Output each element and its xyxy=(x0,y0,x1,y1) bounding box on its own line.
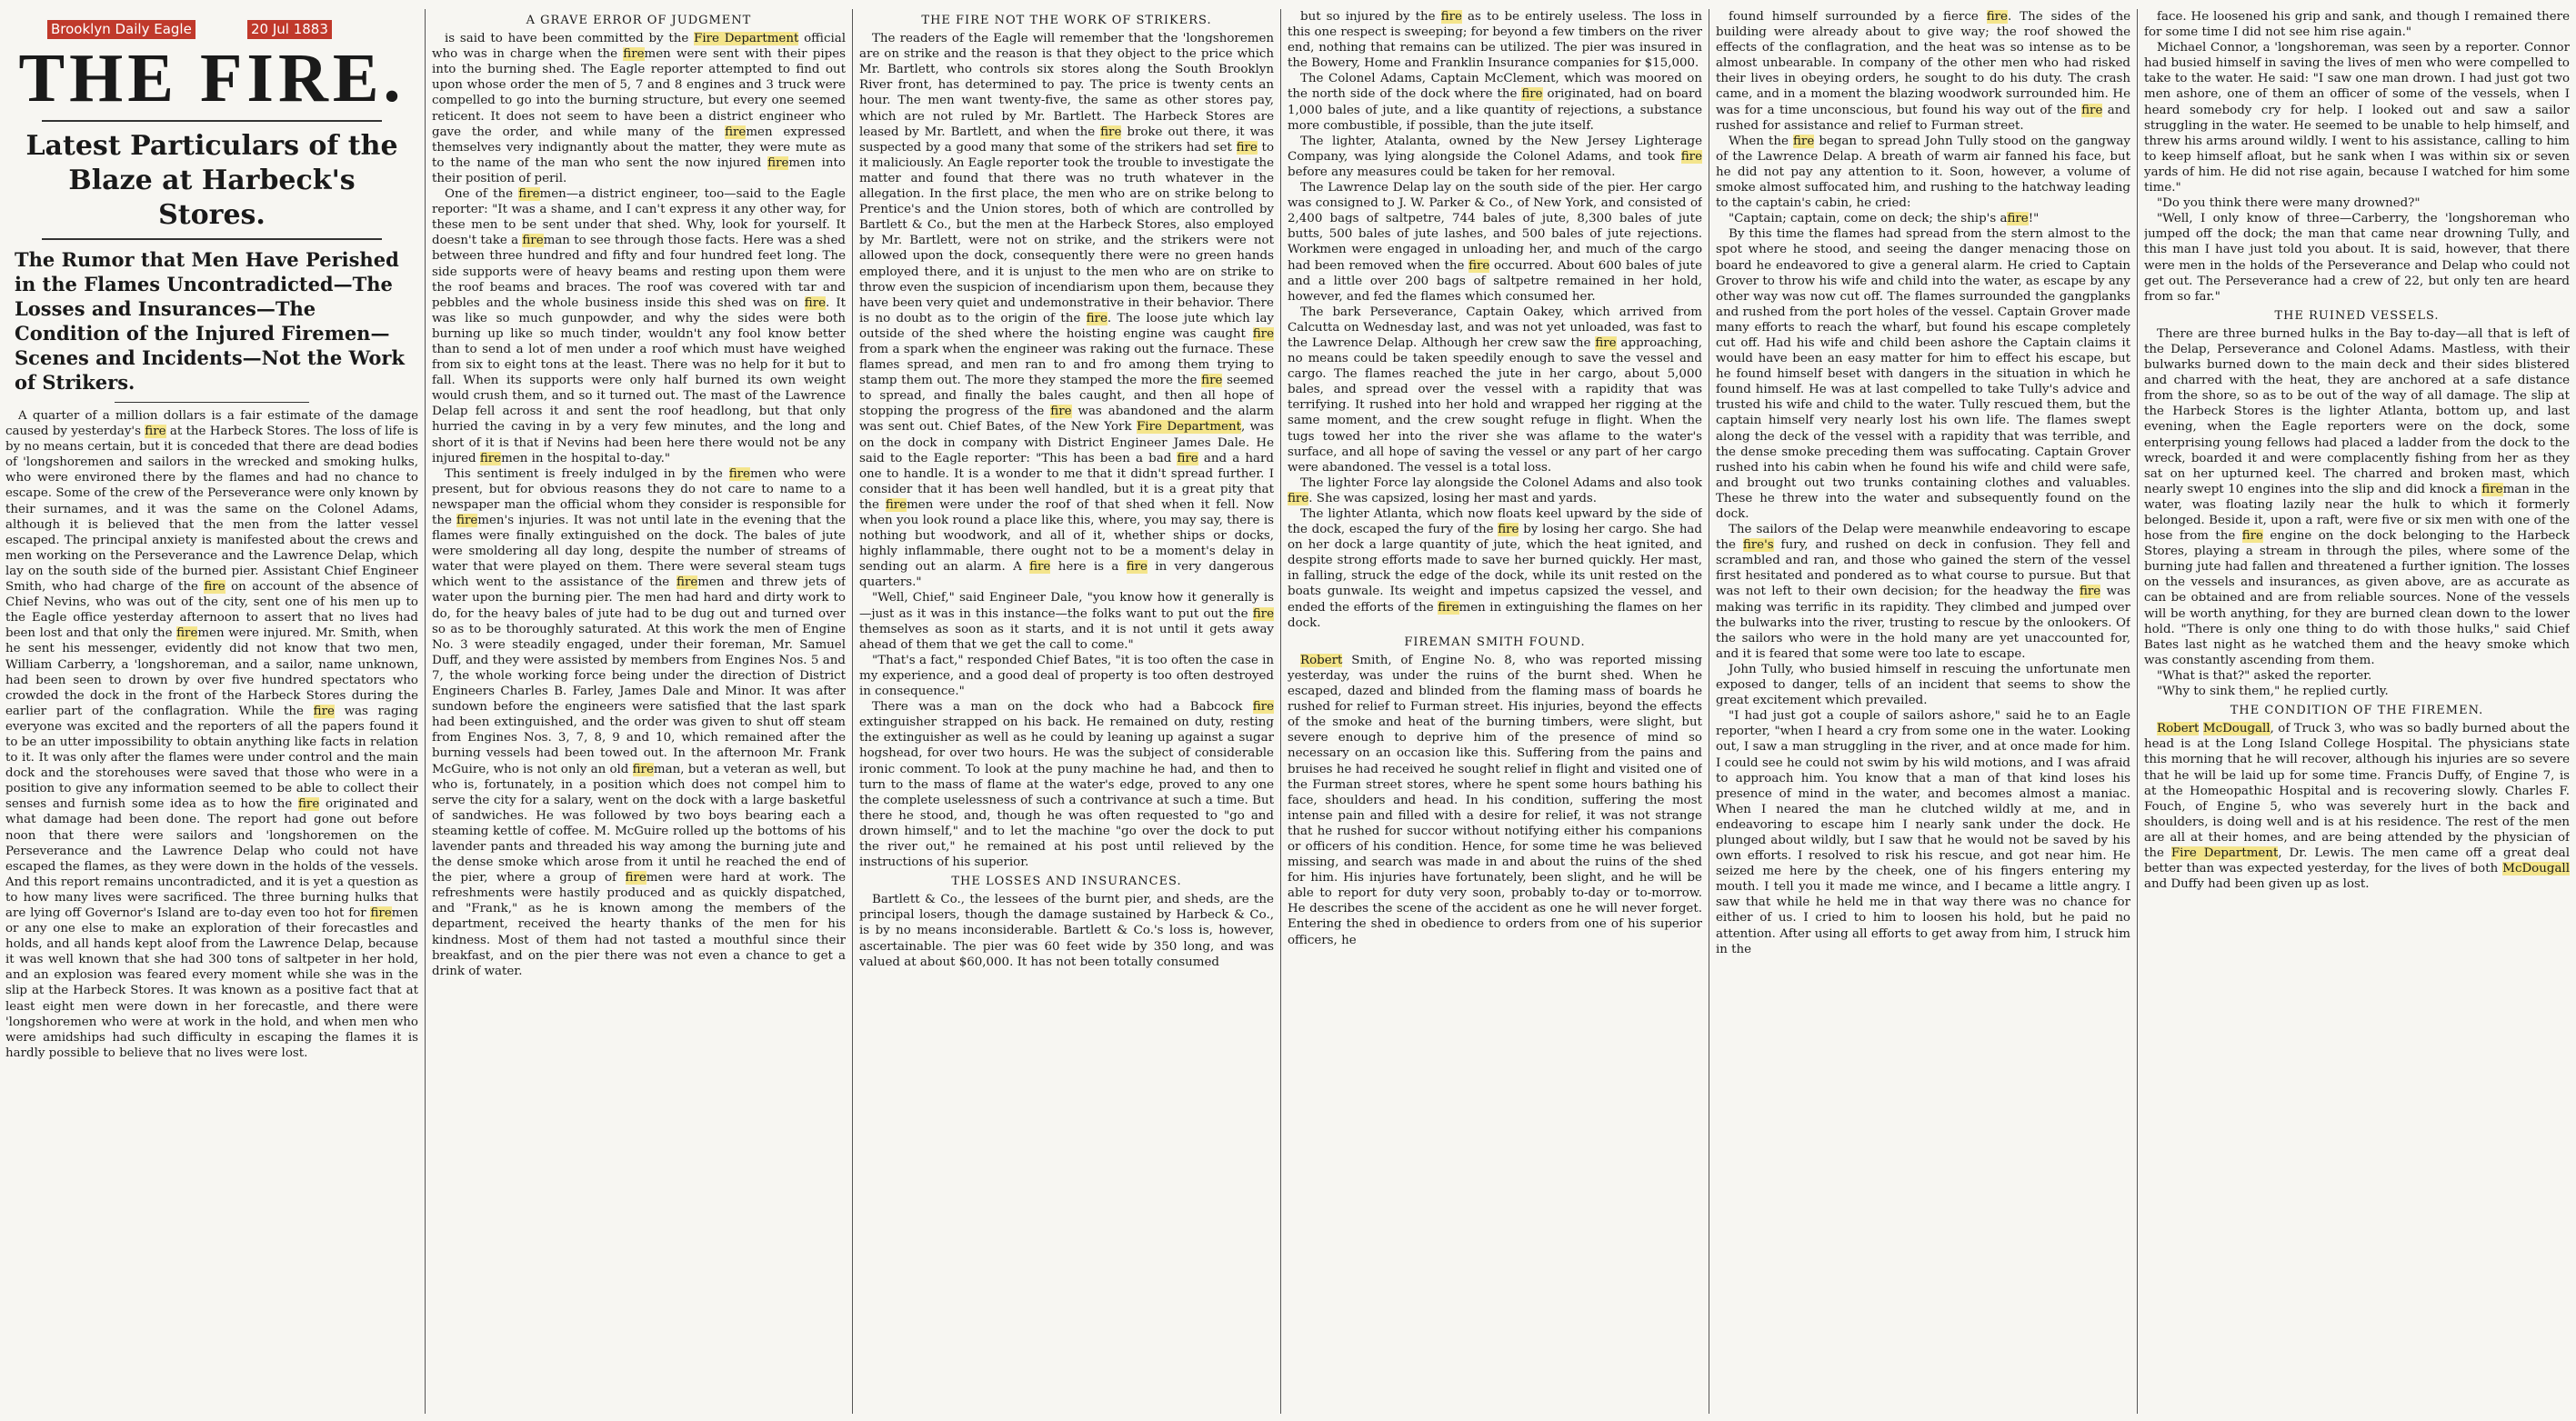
search-highlight: fire's xyxy=(1742,538,1774,553)
search-highlight: McDougall xyxy=(2502,862,2570,876)
search-highlight: fire xyxy=(2081,103,2103,117)
search-highlight: fire xyxy=(522,234,544,248)
section-heading: THE LOSSES AND INSURANCES. xyxy=(951,875,1182,889)
column-body xyxy=(5,408,418,1061)
article-paragraph: There are three burned hulks in the Bay to-day—all that is left of the Delap, Perseverance and Colonel Adams. Mastless, with their bulwarks burned down to the main deck and their sides blistered and charred with the heat, they are anchored at a safe distance from the shore, so as to be out of the way of all damage. The slip at the Harbeck Stores is the lighter Atlanta, bottom up, and last evening, when the Eagle reporters were on the dock, some enterprising young fellows had placed a ladder from the dock to the wreck, boarded it and were complacently fishing from her as they sat on her upturned keel. The charred and broken mast, which nearly swept 10 engines into the slip and did knock a fireman in the water, was floating lazily near the hulk to which it formerly belonged. Beside it, upon a raft, were five or six men with one of the hose from the fire engine on the dock belonging to the Harbeck Stores, playing a stream in through the piles, where some of the burning jute had fallen and threatened a further ignition. The losses on the vessels and insurances, as given above, are as accurate as can be obtained and are from reliable sources. None of the vessels will be worth anything, for they are burned clean down to the lower hold. "There is only one thing to do with those hulks," said Chief Bates last night as he watched them and the heavy smoke which was constantly ascending from them. xyxy=(2144,326,2570,667)
search-highlight: Robert xyxy=(2157,722,2200,736)
search-highlight: fire xyxy=(518,187,540,202)
search-highlight: Fire Department xyxy=(2170,846,2279,860)
column-rule xyxy=(2137,9,2138,1414)
search-highlight: fire xyxy=(885,497,907,512)
article-paragraph: "Why to sink them," he replied curtly. xyxy=(2157,685,2389,699)
article-paragraph: The Colonel Adams, Captain McClement, which was moored on the north side of the dock where the fire originated, had on board 1,000 bales of jute, and a like quantity of rejections, a substance more combustible, if possible, than the jute itself. xyxy=(1288,72,1702,133)
article-paragraph: A quarter of a million dollars is a fair estimate of the damage caused by yesterday's fire at the Harbeck Stores. The loss of life is by no means certain, but it is conceded that there are dead bodies of 'longshoremen and sailors in the wrecked and smoking hulks, who were environed there by the flames and had no chance to escape. Some of the crew of the Perseverance were only known by their surnames, and it was the same on the Colonel Adams, although it is believed that the men from the latter vessel escaped. The principal anxiety is manifested about the crews and men working on the Perseverance and the Lawrence Delap, which lay on the south side of the burned pier. Assistant Chief Engineer Smith, who had charge of the fire on account of the absence of Chief Nevins, who was out of the city, sent one of his men up to the Eagle office yesterday afternoon to assert that no lives had been lost and that only the firemen were injured. Mr. Smith, when he sent his messenger, evidently did not know that two men, William Carberry, a 'longshoreman, and a sailor, name unknown, had been seen to drown by over five hundred spectators who crowded the dock in the front of the Harbeck Stores during the earlier part of the conflagration. While the fire was raging everyone was excited and the reporters of all the papers found it to be an utter impossibility to obtain anything like facts in relation to it. It was only after the flames were under control and the main dock and the storehouses were saved that those who were in a position to give any information seemed to be able to collect their senses and furnish some idea as to how the fire originated and what damage had been done. The report had gone out before noon that there were sailors and 'longshoremen on the Perseverance and the Lawrence Delap who could not have escaped the flames, as they were down in the holds of the vessels. And this report remains uncontradicted, and it is yet a question as to how many lives were sacrificed. The three burning hulks that are lying off Governor's Island are to-day even too hot for firemen or any one else to make an exploration of their forecastles and holds, and all hands kept aloof from the Lawrence Delap, because it was well known that she had 300 tons of saltpeter in her hold, and an explosion was feared every moment while she was in the slip at the Harbeck Stores. It was known as a positive fact that at least eight men were down in her forecastle, and there were 'longshoremen who were at work in the hold, and when men who were amidships had such difficulty in escaping the flames it is hardly possible to believe that no lives were lost. xyxy=(5,409,418,1060)
article-paragraph: Bartlett & Co., the lessees of the burnt pier, and sheds, are the principal losers, though the damage sustained by Harbeck & Co., is by no means inconsiderable. Bartlett & Co.'s loss is, however, ascertainable. The pier was 60 feet wide by 350 long, and was valued at about $60,000. It has not been totally consumed xyxy=(859,893,1274,969)
article-paragraph: John Tully, who busied himself in rescuing the unfortunate men exposed to danger, tells of an incident that seems to show the great excitement which prevailed. xyxy=(1716,662,2130,708)
article-column-5 xyxy=(1716,9,2130,1416)
search-highlight: Fire Department xyxy=(694,32,799,46)
page-header xyxy=(5,42,418,403)
search-highlight: fire xyxy=(1126,560,1148,575)
article-paragraph: Michael Connor, a 'longshoreman, was seen by a reporter. Connor had busied himself in saving the lives of men who were compelled to take to the water. He said: "I saw one man drown. I had just got two men ashore, one of them an officer of some of the vessels, when I heard somebody cry for help. I looked out and saw a sailor struggling in the water. He seemed to be unable to help himself, and threw his arms around wildly. I went to his assistance, calling to him to keep himself afloat, but he sank when I was within six or seven yards of him. He did not rise again, because I watched for him some time." xyxy=(2144,41,2570,195)
section-heading: THE FIRE NOT THE WORK OF STRIKERS. xyxy=(921,14,1212,27)
search-highlight: fire xyxy=(804,295,827,310)
search-highlight: fire xyxy=(623,47,645,62)
search-highlight: fire xyxy=(2079,585,2101,599)
divider xyxy=(42,120,382,122)
article-paragraph: This sentiment is freely indulged in by the firemen who were present, but for obvious reasons they do not care to name to a newspaper man the official whom they consider is responsible for the firemen's injuries. It was not until late in the evening that the flames were finally extinguished on the dock. The bales of jute were smoldering all day long, despite the number of streams of water that were played on them. There were several steam tugs which went to the assistance of the firemen and threw jets of water upon the burning pier. The men had hard and dirty work to do, for the heavy bales of jute had to be dug out and turned over so as to be thoroughly saturated. At this work the men of Engine No. 3 were steadily engaged, under their foreman, Mr. Samuel Duff, and they were assisted by members from Engines Nos. 5 and 7, the whole working force being under the direction of District Engineers Charles B. Farley, James Dale and Minor. It was after sundown before the engineers were satisfied that the last spark had been extinguished, and the order was given to shut off steam from Engines Nos. 3, 7, 8, 9 and 10, which remained after the burning vessels had been towed out. In the afternoon Mr. Frank McGuire, who is not only an old fireman, but a veteran as well, but who is, fortunately, in a position which does not compel him to serve the city for a salary, went on the dock with a large basketful of sandwiches. He was followed by two boys bearing each a steaming kettle of coffee. M. McGuire rolled up the bottoms of his lavender pants and threaded his way among the burning jute and the dense smoke which arose from it until he reached the end of the pier, where a group of firemen were hard at work. The refreshments were hastily produced and as quickly dispatched, and "Frank," as he is known among the members of the department, received the hearty thanks of the men for his kindness. Most of them had not tasted a mouthful since their breakfast, and on the pier there was not even a chance to get a drink of water. xyxy=(432,466,846,978)
article-paragraph: The bark Perseverance, Captain Oakey, which arrived from Calcutta on Wednesday last, and was not yet unloaded, was fast to the Lawrence Delap. Although her crew saw the fire approaching, no means could be taken speedily enough to save the vessel and cargo. The flames reached the jute in her cargo, about 5,000 bales, and spread over the vessel with a rapidity that was terrifying. It rushed into her hold and wrapped her rigging at the same moment, and the crew sought refuge in flight. When the tugs towed her into the river she was aflame to the water's surface, and all hope of saving the vessel or any part of her cargo were abandoned. The vessel is a total loss. xyxy=(1288,305,1702,475)
search-highlight: fire xyxy=(456,514,478,527)
search-highlight: fire xyxy=(2481,482,2503,496)
article-paragraph: "Well, I only know of three—Carberry, the 'longshoreman who jumped off the dock; the man that came near drowning Tully, and this man I have just told you about. It is said, however, that there were men in the holds of the Perseverance and Delap who could not get out. The Perseverance had a crew of 22, but only ten are heard from so far." xyxy=(2144,212,2570,304)
masthead: THE FIRE. xyxy=(18,40,406,116)
search-highlight: fire xyxy=(1201,374,1223,388)
search-highlight: fire xyxy=(479,451,502,465)
column-rule xyxy=(425,9,426,1414)
column-body xyxy=(859,13,1274,970)
search-highlight: fire xyxy=(1086,311,1108,325)
search-highlight: fire xyxy=(1793,134,1815,148)
search-highlight: fire xyxy=(370,906,392,920)
section-heading: THE CONDITION OF THE FIREMEN. xyxy=(2230,704,2484,718)
search-highlight: fire xyxy=(1440,10,1462,24)
divider xyxy=(115,402,309,403)
search-highlight: McDougall xyxy=(2202,722,2270,736)
article-paragraph: One of the firemen—a district engineer, too—said to the Eagle reporter: "It was a shame, and I can't express it any other way, for these men to be sent under that shed. Why, look for yourself. It doesn't take a fireman to see through those facts. Here was a shed between three hundred and fifty and four hundred feet long. The side supports were of heavy beams and resting upon them were the roof beams and braces. The roof was covered with tar and pebbles and the whole business inside this shed was on fire. It was like so much gunpowder, and why the sides were both burning up like so much tinder, wouldn't any fool know better than to send a lot of men under a roof which must have weighed from six to eight tons at the least. There was no help for it but to fall. When its supports were only half burned its own weight would crush them, and so it turned out. The mast of the Lawrence Delap fell across it and sent the roof headlong, but that only hurried the caving in by a very few minutes, and the long and short of it is that if Nevins had been here there would not be any injured firemen in the hospital to-day." xyxy=(432,187,846,465)
section-heading: A GRAVE ERROR OF JUDGMENT xyxy=(526,14,752,27)
search-highlight: fire xyxy=(1498,523,1519,537)
search-highlight: fire xyxy=(1252,326,1274,341)
article-paragraph: The sailors of the Delap were meanwhile endeavoring to escape the fire's fury, and rushed on deck in confusion. They fell and scrambled and ran, and those who gained the stern of the vessel first hesitated and pondered as to what course to pursue. But that was not left to their own decision; for the headway the fire was making was terrific in its rapidity. They climbed and jumped over the bulwarks into the river, trusting to rescue by the onlookers. Of the sailors who were in the hold many are yet unaccounted for, and it is feared that some were too late to escape. xyxy=(1716,523,2130,661)
article-paragraph: The readers of the Eagle will remember that the 'longshoremen are on strike and the reason is that they object to the price which Mr. Bartlett, who controls six stores along the South Brooklyn River front, has determined to pay. The price is twenty cents an hour. The men want twenty-five, the same as other stores pay, which are not ruled by Mr. Bartlett. The Harbeck Stores are leased by Mr. Bartlett, and when the fire broke out there, it was suspected by a good many that some of the strikers had set fire to it maliciously. An Eagle reporter took the trouble to investigate the matter and found that there was no truth whatever in the allegation. In the first place, the men who are on strike belong to Prentice's and the Union stores, both of which are controlled by Bartlett & Co., but the men at the Harbeck Stores, also employed by Mr. Bartlett, were not on strike, and the strikers were not allowed upon the dock, consequently there were no green hands employed there, and it is unjust to the men who are on strike to throw even the suspicion of incendiarism upon them, because they have been very quiet and undemonstrative in their behavior. There is no doubt as to the origin of the fire. The loose jute which lay outside of the shed where the hoisting engine was caught fire from a spark when the engineer was raking out the furnace. These flames spread, and men ran to and fro among them trying to stamp them out. The more they stamped the more the fire seemed to spread, and finally the bales caught, and then all hope of stopping the progress of the fire was abandoned and the alarm was sent out. Chief Bates, of the New York Fire Department, was on the dock in company with District Engineer James Dale. He said to the Eagle reporter: "This has been a bad fire and a hard one to handle. It is a wonder to me that it didn't spread further. I consider that it has been well handled, but it is a great pity that the firemen were under the roof of that shed when it fell. Now when you look round a place like this, where, you may say, there is nothing but woodwork, and all of it, whether ships or docks, highly inflammable, there ought not to be a moment's delay in sending out an alarm. A fire here is a fire in very dangerous quarters." xyxy=(859,32,1274,590)
article-paragraph: "That's a fact," responded Chief Bates, "it is too often the case in my experience, and a good deal of property is too often destroyed in consequence." xyxy=(859,653,1274,699)
search-highlight: fire xyxy=(1252,700,1274,715)
search-highlight: fire xyxy=(725,125,747,139)
article-paragraph: The Lawrence Delap lay on the south side of the pier. Her cargo was consigned to J. W. Parker & Co., of New York, and consisted of 2,400 bags of saltpetre, 744 bales of jute, 8,300 bales of jute butts, 500 bales of jute lashes, and 500 bales of jute rejections. Workmen were engaged in unloading her, and much of the cargo had been removed when the fire occurred. About 600 bales of jute and a little over 200 bags of saltpetre remained in her hold, however, and fed the flames which consumed her. xyxy=(1288,181,1702,304)
search-highlight: fire xyxy=(625,871,647,886)
search-highlight: fire xyxy=(1468,258,1490,273)
newspaper-name-badge: Brooklyn Daily Eagle xyxy=(47,20,195,39)
search-highlight: fire xyxy=(145,425,166,439)
search-highlight: fire xyxy=(1680,149,1702,164)
article-paragraph: is said to have been committed by the Fire Department official who was in charge when the firemen were sent with their pipes into the burning shed. The Eagle reporter attempted to find out upon whose order the men of 5, 7 and 8 engines and 3 truck were compelled to go into the burning structure, but every one seemed reticent. It does not seem to have been a district engineer who gave the order, and while many of the firemen expressed themselves very indignantly about the matter, they were mute as to the name of the man who sent the now injured firemen into their position of peril. xyxy=(432,32,846,185)
date-badge: 20 Jul 1883 xyxy=(247,20,332,39)
search-highlight: fire xyxy=(1252,606,1274,621)
article-paragraph: "Do you think there were many drowned?" xyxy=(2157,196,2421,211)
search-highlight: fire xyxy=(1521,87,1543,102)
article-column-2 xyxy=(432,9,846,1416)
search-highlight: fire xyxy=(298,797,320,812)
search-highlight: fire xyxy=(2241,529,2263,544)
column-body xyxy=(432,13,846,979)
search-highlight: fire xyxy=(1050,405,1072,419)
article-paragraph: face. He loosened his grip and sank, and though I remained there for some time I did not see him rise again." xyxy=(2144,10,2570,40)
search-highlight: fire xyxy=(767,155,789,170)
divider xyxy=(42,238,382,240)
article-paragraph: found himself surrounded by a fierce fire. The sides of the building were already about to give way; the roof showed the effects of the conflagration, and the heat was so intense as to be almost unbearable. In company of the other men who had risked their lives in obeying orders, he sought to do his duty. The crash came, and in a moment the blazing woodwork surrounded him. He was for a time unconscious, but found his way out of the fire and rushed for assistance and relief to Furman street. xyxy=(1716,10,2130,133)
search-highlight: fire xyxy=(1177,451,1198,465)
search-highlight: fire xyxy=(1100,125,1122,139)
section-heading: FIREMAN SMITH FOUND. xyxy=(1404,635,1586,649)
search-highlight: fire xyxy=(313,704,335,718)
article-paragraph: The lighter Force lay alongside the Colonel Adams and also took fire. She was capsized, losing her mast and yards. xyxy=(1288,475,1702,505)
section-heading: THE RUINED VESSELS. xyxy=(2274,308,2440,323)
search-highlight: fire xyxy=(1288,491,1309,505)
search-highlight: fire xyxy=(1986,10,2008,24)
search-highlight: fire xyxy=(176,626,198,641)
article-paragraph: There was a man on the dock who had a Babcock fire extinguisher strapped on his back. He remained on duty, resting the extinguisher as well as he could by leaning up against a sugar hogshead, for over two hours. He was the subject of considerable ironic comment. To look at the puny machine he had, and then to turn to the mass of flame at the water's edge, proved to any one the complete uselessness of such a contrivance at such a time. But there he stood, and, though he was often requested to "go and drown himself," and to let the machine "go over the dock to put the river out," he remained at his post until relieved by the instructions of his superior. xyxy=(859,700,1274,870)
search-highlight: fire xyxy=(1029,560,1051,575)
article-paragraph: "I had just got a couple of sailors ashore," said he to an Eagle reporter, "when I heard a cry from some one in the water. Looking out, I saw a man struggling in the river, and at once made for him. I could see he could not swim by his wild motions, and I was afraid to approach him. You know that a man of that kind loses his presence of mind in the water, and becomes almost a maniac. When I neared the man he clutched wildly at me, and in endeavoring to escape him I nearly sank under the dock. He plunged about wildly, but I saw that he would not be saved by his own efforts. I resolved to risk his rescue, and got near him. He seized me here by the cheek, one of his fingers entering my mouth. I tell you it made me wince, and I became a little angry. I saw that while he held me in that way there was no chance for either of us. I cried to him to loosen his hold, but he paid no attention. After using all efforts to get away from him, I struck him in the xyxy=(1716,709,2130,956)
article-paragraph: The lighter Atlanta, which now floats keel upward by the side of the dock, escaped the fury of the fire by losing her cargo. She had on her dock a large quantity of jute, which the heat ignited, and despite strong efforts made to save her burned quickly. Her mast, in falling, struck the edge of the dock, while its unit rested on the boats gunwale. Its weight and impetus capsized the vessel, and ended the efforts of the firemen in extinguishing the flames on her dock. xyxy=(1288,507,1702,630)
column-body xyxy=(2144,9,2570,892)
search-highlight: fire xyxy=(1438,600,1459,615)
search-highlight: fire xyxy=(632,762,654,776)
headline: Latest Particulars of the Blaze at Harbeck's Stores. xyxy=(25,130,398,231)
article-paragraph: When the fire began to spread John Tully stood on the gangway of the Lawrence Delap. A breath of warm air fanned his face, but he did not pay any attention to it. Soon, however, a volume of smoke almost suffocated him, and rushing to the hatchway leading to the captain's cabin, he cried: xyxy=(1716,134,2130,211)
column-rule xyxy=(852,9,853,1414)
article-paragraph: Robert McDougall, of Truck 3, who was so badly burned about the head is at the Long Island College Hospital. The physicians state this morning that he will recover, although his injuries are so severe that he will be laid up for some time. Francis Duffy, of Engine 7, is at the Homeopathic Hospital and is recovering slowly. Charles F. Fouch, of Engine 5, who was severely hurt in the back and shoulders, is doing well and is at his residence. The rest of the men are all at their homes, and are being attended by the physician of the Fire Department, Dr. Lewis. The men came off a great deal better than was expected yesterday, for the lives of both McDougall and Duffy had been given up as lost. xyxy=(2144,722,2570,892)
article-column-3 xyxy=(859,9,1274,1416)
search-highlight: fire xyxy=(2007,212,2029,226)
article-paragraph: but so injured by the fire as to be entirely useless. The loss in this one respect is sweeping; for beyond a few timbers on the river end, nothing that remains can be utilized. The pier was insured in the Bowery, Home and Franklin Insurance companies for $15,000. xyxy=(1288,10,1702,71)
subheadline: The Rumor that Men Have Perished in the Flames Uncontradicted—The Losses and Insurances—The Condition of the Injured Firemen—Scenes and Incidents—Not the Work of Strikers. xyxy=(15,248,405,394)
column-body xyxy=(1716,9,2130,957)
article-paragraph: "Captain; captain, come on deck; the ship's afire!" xyxy=(1729,212,2040,226)
article-paragraph: By this time the flames had spread from the stern almost to the spot where he stood, and seeing the danger menacing those on board he endeavored to give a general alarm. He cried to Captain Grover to throw his wife and child into the water, as escape by any other way was now cut off. The flames surrounded the gangplanks and rushed from the port holes of the vessel. Captain Grover made many efforts to reach the wharf, but found his escape completely cut off. Had his wife and child been ashore the Captain claims it would have been an easy matter for him to effect his escape, but he found himself beset with dangers in the situation in which he found himself. He was at last compelled to take Tully's advice and trusted his wife and child to the water. Tully rescued them, but the captain himself very nearly lost his own life. The flames swept along the deck of the vessel with a rapidity that was terrible, and the dense smoke preceding them was suffocating. Captain Grover rushed into his cabin when he found his wife and child were safe, and brought out two trunks containing clothes and valuables. These he threw into the water and subsequently found on the dock. xyxy=(1716,227,2130,521)
article-paragraph: "What is that?" asked the reporter. xyxy=(2157,668,2372,683)
search-highlight: fire xyxy=(1236,140,1258,155)
search-highlight: Robert xyxy=(1300,653,1343,667)
search-highlight: fire xyxy=(677,575,698,590)
column-body xyxy=(1288,9,1702,948)
article-column-4 xyxy=(1288,9,1702,1416)
article-paragraph: "Well, Chief," said Engineer Dale, "you know how it generally is—just as it was in this instance—the folks want to put out the fire themselves as soon as it starts, and it is not until it gets away ahead of them that we get the call to come." xyxy=(859,591,1274,652)
search-highlight: Fire Department xyxy=(1137,420,1241,435)
article-paragraph: The lighter, Atalanta, owned by the New Jersey Lighterage Company, was lying alongside the Colonel Adams, and took fire before any measures could be taken for her removal. xyxy=(1288,134,1702,179)
article-column-6 xyxy=(2144,9,2570,1416)
article-column-1 xyxy=(5,9,418,1416)
search-highlight: fire xyxy=(204,580,226,595)
search-highlight: fire xyxy=(1595,335,1617,350)
column-rule xyxy=(1280,9,1281,1414)
article-paragraph: Robert Smith, of Engine No. 8, who was reported missing yesterday, was under the ruins of the burnt shed. When he escaped, dazed and blinded from the flaming mass of boards he rushed for relief to Furman street. His injuries, beyond the effects of the smoke and heat of the burning timbers, were slight, but severe enough to deprive him of the presence of mind so necessary on an occasion like this. Suffering from the pains and bruises he had received he sought relief in flight and visited one of the Furman street stores, where he spent some hours bathing his face, shoulders and head. In his condition, suffering the most intense pain and filled with a desire for relief, it was not strange that he rushed for succor without notifying either his companions or officers of his condition. Hence, for some time he was believed missing, and search was made in and about the ruins of the shed for him. His injuries have fortunately, been slight, and he will be able to report for duty very soon, probably to-day or to-morrow. He describes the scene of the accident as one he will never forget. Entering the shed in obedience to orders from one of his superior officers, he xyxy=(1288,653,1702,947)
search-highlight: fire xyxy=(728,466,750,481)
